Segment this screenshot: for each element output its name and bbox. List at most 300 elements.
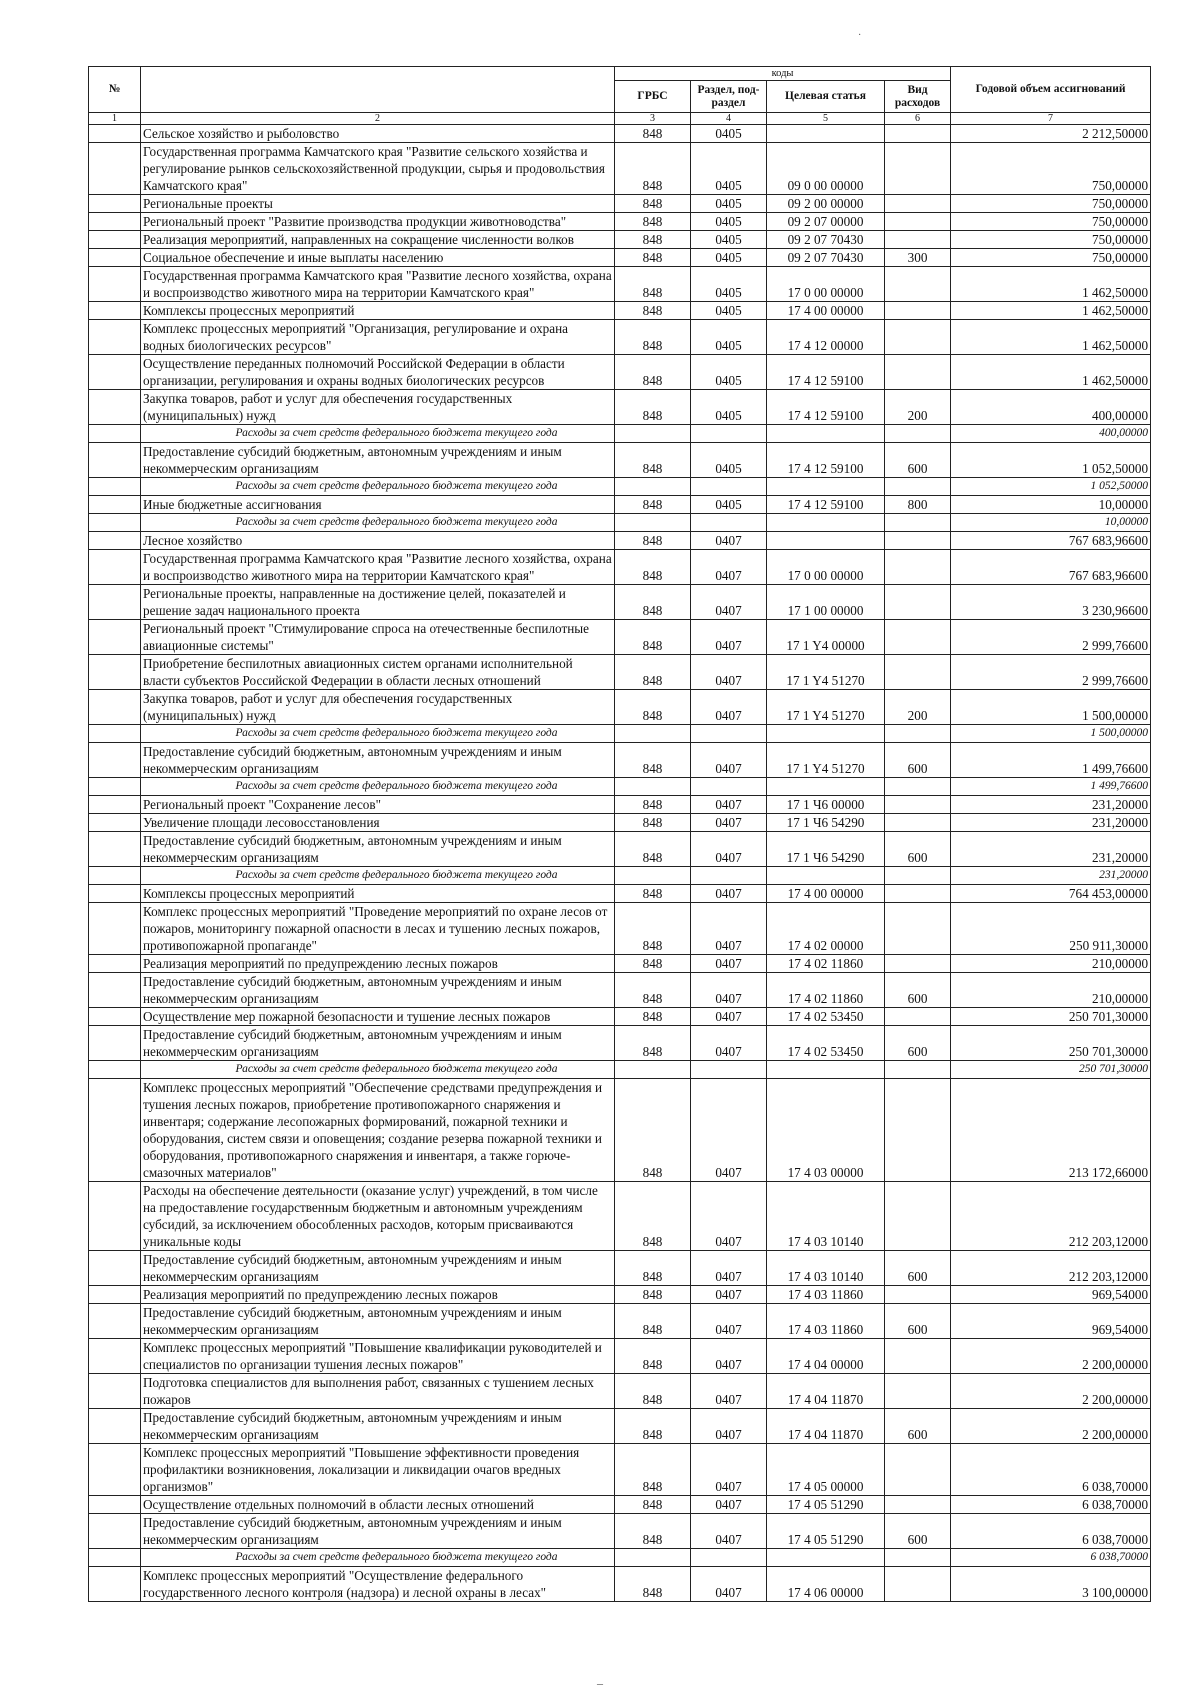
row-name-cell: Иные бюджетные ассигнования [141, 496, 615, 514]
row-section-cell [691, 478, 767, 496]
row-exptype-cell [885, 514, 951, 532]
row-amount-cell: 6 038,70000 [951, 1549, 1151, 1567]
colnum-6: 6 [885, 113, 951, 125]
table-row [89, 955, 1151, 973]
table-row [89, 655, 1151, 690]
row-section-cell: 0407 [691, 1286, 767, 1304]
row-exptype-cell [885, 355, 951, 390]
row-section-cell: 0407 [691, 1496, 767, 1514]
row-grbs-cell: 848 [615, 796, 691, 814]
row-grbs-cell: 848 [615, 143, 691, 195]
row-section-cell: 0407 [691, 1409, 767, 1444]
row-section-cell: 0407 [691, 1304, 767, 1339]
row-number-cell [89, 1496, 141, 1514]
row-section-cell: 0407 [691, 885, 767, 903]
row-exptype-cell: 200 [885, 390, 951, 425]
row-name-cell: Государственная программа Камчатского края "Развитие лесного хозяйства, охрана и воспроизводство животного мира на территории Камчатского края" [141, 267, 615, 302]
row-target-cell [767, 125, 885, 143]
row-exptype-cell [885, 532, 951, 550]
federal-funds-row [89, 478, 1151, 496]
row-grbs-cell: 848 [615, 320, 691, 355]
table-row [89, 1182, 1151, 1251]
row-section-cell: 0407 [691, 1567, 767, 1602]
row-grbs-cell: 848 [615, 620, 691, 655]
row-amount-cell: 1 052,50000 [951, 478, 1151, 496]
row-name-cell: Региональный проект "Стимулирование спроса на отечественные беспилотные авиационные системы" [141, 620, 615, 655]
row-section-cell: 0405 [691, 195, 767, 213]
row-target-cell: 17 4 03 11860 [767, 1286, 885, 1304]
row-name-cell: Расходы на обеспечение деятельности (оказание услуг) учреждений, в том числе на предоставление государственным бюджетным и автономным учреждениям субсидий, за исключением обособленных расходов, которым присваиваются уникальные коды [141, 1182, 615, 1251]
row-name-cell: Реализация мероприятий по предупреждению лесных пожаров [141, 955, 615, 973]
table-row [89, 1409, 1151, 1444]
row-section-cell: 0407 [691, 620, 767, 655]
row-section-cell: 0405 [691, 390, 767, 425]
row-number-cell [89, 1008, 141, 1026]
row-section-cell: 0407 [691, 814, 767, 832]
row-number-cell [89, 814, 141, 832]
row-amount-cell: 210,00000 [951, 955, 1151, 973]
row-target-cell: 17 4 00 00000 [767, 885, 885, 903]
row-name-cell: Социальное обеспечение и иные выплаты населению [141, 249, 615, 267]
row-amount-cell: 10,00000 [951, 496, 1151, 514]
row-name-cell: Подготовка специалистов для выполнения работ, связанных с тушением лесных пожаров [141, 1374, 615, 1409]
row-amount-cell: 6 038,70000 [951, 1496, 1151, 1514]
row-exptype-cell [885, 320, 951, 355]
row-name-cell: Комплекс процессных мероприятий "Повышение эффективности проведения профилактики возникновения, локализации и ликвидации очагов вредных организмов" [141, 1444, 615, 1496]
row-exptype-cell: 600 [885, 1251, 951, 1286]
row-target-cell: 17 1 Y4 00000 [767, 620, 885, 655]
row-exptype-cell: 600 [885, 832, 951, 867]
row-section-cell: 0407 [691, 1182, 767, 1251]
table-row [89, 1444, 1151, 1496]
table-row [89, 585, 1151, 620]
row-section-cell: 0407 [691, 550, 767, 585]
row-target-cell: 17 4 02 00000 [767, 903, 885, 955]
table-row [89, 885, 1151, 903]
row-exptype-cell [885, 1079, 951, 1182]
row-section-cell: 0407 [691, 1444, 767, 1496]
row-section-cell: 0407 [691, 1026, 767, 1061]
federal-funds-row [89, 514, 1151, 532]
row-exptype-cell: 300 [885, 249, 951, 267]
row-number-cell [89, 743, 141, 778]
row-number-cell [89, 514, 141, 532]
header-no: № [89, 67, 141, 113]
row-number-cell [89, 267, 141, 302]
row-amount-cell: 1 499,76600 [951, 743, 1151, 778]
row-exptype-cell [885, 620, 951, 655]
row-number-cell [89, 1549, 141, 1567]
table-row [89, 249, 1151, 267]
row-grbs-cell: 848 [615, 955, 691, 973]
row-amount-cell: 250 701,30000 [951, 1061, 1151, 1079]
row-number-cell [89, 355, 141, 390]
row-target-cell: 09 2 00 00000 [767, 195, 885, 213]
row-exptype-cell: 600 [885, 443, 951, 478]
row-section-cell [691, 1061, 767, 1079]
row-grbs-cell [615, 778, 691, 796]
row-number-cell [89, 955, 141, 973]
row-name-cell: Реализация мероприятий по предупреждению лесных пожаров [141, 1286, 615, 1304]
row-amount-cell: 2 999,76600 [951, 655, 1151, 690]
row-exptype-cell [885, 1549, 951, 1567]
table-row [89, 796, 1151, 814]
table-row [89, 1304, 1151, 1339]
row-grbs-cell: 848 [615, 814, 691, 832]
row-amount-cell: 231,20000 [951, 867, 1151, 885]
row-amount-cell: 212 203,12000 [951, 1251, 1151, 1286]
federal-funds-row [89, 1061, 1151, 1079]
row-target-cell [767, 725, 885, 743]
table-row [89, 550, 1151, 585]
row-grbs-cell: 848 [615, 743, 691, 778]
row-target-cell: 17 4 04 11870 [767, 1374, 885, 1409]
row-grbs-cell: 848 [615, 690, 691, 725]
row-exptype-cell [885, 478, 951, 496]
table-row [89, 143, 1151, 195]
row-target-cell: 17 1 Y4 51270 [767, 655, 885, 690]
page-number-mark: ‒ [597, 1676, 603, 1690]
row-name-cell: Региональный проект "Развитие производства продукции животноводства" [141, 213, 615, 231]
row-grbs-cell: 848 [615, 1251, 691, 1286]
row-grbs-cell: 848 [615, 1339, 691, 1374]
row-target-cell: 17 4 03 11860 [767, 1304, 885, 1339]
row-number-cell [89, 655, 141, 690]
row-name-cell: Комплекс процессных мероприятий "Повышение квалификации руководителей и специалистов по организации тушения лесных пожаров" [141, 1339, 615, 1374]
row-name-cell: Предоставление субсидий бюджетным, автономным учреждениям и иным некоммерческим организациям [141, 1514, 615, 1549]
row-section-cell: 0407 [691, 1008, 767, 1026]
row-grbs-cell: 848 [615, 1008, 691, 1026]
row-section-cell [691, 778, 767, 796]
row-amount-cell: 2 200,00000 [951, 1409, 1151, 1444]
row-number-cell [89, 690, 141, 725]
row-target-cell [767, 778, 885, 796]
row-grbs-cell [615, 1549, 691, 1567]
scan-mark: · [858, 30, 862, 41]
row-number-cell [89, 550, 141, 585]
row-target-cell: 09 2 07 70430 [767, 231, 885, 249]
row-target-cell: 17 4 00 00000 [767, 302, 885, 320]
row-name-cell: Закупка товаров, работ и услуг для обеспечения государственных (муниципальных) нужд [141, 690, 615, 725]
table-row [89, 814, 1151, 832]
row-section-cell [691, 425, 767, 443]
row-name-cell: Региональные проекты, направленные на достижение целей, показателей и решение задач национального проекта [141, 585, 615, 620]
row-number-cell [89, 885, 141, 903]
row-grbs-cell: 848 [615, 1496, 691, 1514]
row-section-cell: 0407 [691, 1079, 767, 1182]
header-exptype: Вид расходов [885, 81, 951, 113]
row-number-cell [89, 1251, 141, 1286]
row-grbs-cell: 848 [615, 1567, 691, 1602]
table-row [89, 213, 1151, 231]
row-name-cell: Расходы за счет средств федерального бюджета текущего года [141, 1061, 615, 1079]
row-section-cell: 0405 [691, 320, 767, 355]
row-amount-cell: 231,20000 [951, 796, 1151, 814]
row-number-cell [89, 903, 141, 955]
row-name-cell: Комплексы процессных мероприятий [141, 885, 615, 903]
row-grbs-cell: 848 [615, 532, 691, 550]
federal-funds-row [89, 1549, 1151, 1567]
row-grbs-cell: 848 [615, 1409, 691, 1444]
table-row [89, 532, 1151, 550]
colnum-7: 7 [951, 113, 1151, 125]
row-grbs-cell [615, 1061, 691, 1079]
row-target-cell: 17 1 Ч6 00000 [767, 796, 885, 814]
row-section-cell: 0407 [691, 903, 767, 955]
row-grbs-cell: 848 [615, 390, 691, 425]
row-target-cell: 17 4 05 51290 [767, 1514, 885, 1549]
row-target-cell [767, 867, 885, 885]
table-body [89, 125, 1151, 1602]
row-target-cell: 17 4 06 00000 [767, 1567, 885, 1602]
table-row [89, 832, 1151, 867]
row-name-cell: Региональный проект "Сохранение лесов" [141, 796, 615, 814]
row-number-cell [89, 1079, 141, 1182]
table-row [89, 1496, 1151, 1514]
row-name-cell: Предоставление субсидий бюджетным, автономным учреждениям и иным некоммерческим организациям [141, 1409, 615, 1444]
row-amount-cell: 969,54000 [951, 1304, 1151, 1339]
row-name-cell: Предоставление субсидий бюджетным, автономным учреждениям и иным некоммерческим организациям [141, 973, 615, 1008]
row-amount-cell: 1 052,50000 [951, 443, 1151, 478]
header-amount: Годовой объем ассигнований [951, 67, 1151, 113]
row-target-cell: 17 4 04 00000 [767, 1339, 885, 1374]
row-number-cell [89, 496, 141, 514]
row-target-cell: 17 4 04 11870 [767, 1409, 885, 1444]
row-exptype-cell [885, 143, 951, 195]
colnum-3: 3 [615, 113, 691, 125]
row-number-cell [89, 443, 141, 478]
row-name-cell: Осуществление переданных полномочий Российской Федерации в области организации, регулирования и охраны водных биологических ресурсов [141, 355, 615, 390]
row-exptype-cell: 600 [885, 1514, 951, 1549]
row-target-cell [767, 532, 885, 550]
row-number-cell [89, 532, 141, 550]
row-exptype-cell: 600 [885, 1026, 951, 1061]
table-row [89, 690, 1151, 725]
row-exptype-cell: 600 [885, 973, 951, 1008]
row-number-cell [89, 1286, 141, 1304]
row-exptype-cell [885, 796, 951, 814]
row-grbs-cell: 848 [615, 973, 691, 1008]
row-amount-cell: 210,00000 [951, 973, 1151, 1008]
row-target-cell: 17 1 Ч6 54290 [767, 832, 885, 867]
row-exptype-cell: 600 [885, 1304, 951, 1339]
budget-table-page [88, 66, 1150, 1602]
row-amount-cell: 750,00000 [951, 249, 1151, 267]
row-amount-cell: 6 038,70000 [951, 1444, 1151, 1496]
row-grbs-cell [615, 725, 691, 743]
row-section-cell [691, 514, 767, 532]
row-target-cell: 17 4 12 59100 [767, 390, 885, 425]
row-amount-cell: 750,00000 [951, 195, 1151, 213]
table-row [89, 1567, 1151, 1602]
row-number-cell [89, 1409, 141, 1444]
row-target-cell: 17 4 02 11860 [767, 973, 885, 1008]
row-amount-cell: 400,00000 [951, 390, 1151, 425]
row-exptype-cell [885, 885, 951, 903]
row-grbs-cell: 848 [615, 903, 691, 955]
row-grbs-cell: 848 [615, 496, 691, 514]
row-amount-cell: 767 683,96600 [951, 532, 1151, 550]
row-amount-cell: 2 200,00000 [951, 1374, 1151, 1409]
row-name-cell: Осуществление мер пожарной безопасности и тушение лесных пожаров [141, 1008, 615, 1026]
row-section-cell: 0407 [691, 973, 767, 1008]
row-number-cell [89, 249, 141, 267]
row-amount-cell: 400,00000 [951, 425, 1151, 443]
row-name-cell: Расходы за счет средств федерального бюджета текущего года [141, 514, 615, 532]
row-amount-cell: 6 038,70000 [951, 1514, 1151, 1549]
row-grbs-cell: 848 [615, 1182, 691, 1251]
row-exptype-cell [885, 1008, 951, 1026]
row-section-cell: 0405 [691, 496, 767, 514]
row-name-cell: Предоставление субсидий бюджетным, автономным учреждениям и иным некоммерческим организациям [141, 1304, 615, 1339]
row-target-cell: 09 2 07 00000 [767, 213, 885, 231]
row-target-cell: 17 4 03 00000 [767, 1079, 885, 1182]
row-target-cell: 09 2 07 70430 [767, 249, 885, 267]
row-section-cell: 0407 [691, 832, 767, 867]
table-row [89, 743, 1151, 778]
row-name-cell: Расходы за счет средств федерального бюджета текущего года [141, 725, 615, 743]
row-number-cell [89, 195, 141, 213]
row-exptype-cell [885, 1339, 951, 1374]
row-name-cell: Расходы за счет средств федерального бюджета текущего года [141, 478, 615, 496]
row-amount-cell: 750,00000 [951, 231, 1151, 249]
row-number-cell [89, 1182, 141, 1251]
row-target-cell: 17 4 02 53450 [767, 1008, 885, 1026]
row-number-cell [89, 867, 141, 885]
row-name-cell: Предоставление субсидий бюджетным, автономным учреждениям и иным некоммерческим организациям [141, 1251, 615, 1286]
row-target-cell: 17 4 02 53450 [767, 1026, 885, 1061]
row-number-cell [89, 390, 141, 425]
row-section-cell: 0407 [691, 1514, 767, 1549]
row-target-cell: 17 4 05 00000 [767, 1444, 885, 1496]
header-grbs: ГРБС [615, 81, 691, 113]
row-amount-cell: 212 203,12000 [951, 1182, 1151, 1251]
row-grbs-cell: 848 [615, 655, 691, 690]
row-grbs-cell: 848 [615, 231, 691, 249]
row-section-cell: 0407 [691, 532, 767, 550]
row-amount-cell: 969,54000 [951, 1286, 1151, 1304]
row-section-cell: 0407 [691, 1339, 767, 1374]
row-section-cell: 0405 [691, 213, 767, 231]
row-target-cell: 17 4 02 11860 [767, 955, 885, 973]
row-exptype-cell [885, 425, 951, 443]
row-grbs-cell: 848 [615, 1079, 691, 1182]
row-name-cell: Государственная программа Камчатского края "Развитие сельского хозяйства и регулирование рынков сельскохозяйственной продукции, сырья и продовольствия Камчатского края" [141, 143, 615, 195]
row-target-cell: 17 4 12 59100 [767, 496, 885, 514]
row-target-cell: 17 1 Y4 51270 [767, 690, 885, 725]
row-name-cell: Осуществление отдельных полномочий в области лесных отношений [141, 1496, 615, 1514]
row-name-cell: Комплекс процессных мероприятий "Организация, регулирование и охрана водных биологических ресурсов" [141, 320, 615, 355]
row-grbs-cell: 848 [615, 832, 691, 867]
row-section-cell: 0405 [691, 143, 767, 195]
federal-funds-row [89, 867, 1151, 885]
row-number-cell [89, 796, 141, 814]
row-grbs-cell: 848 [615, 302, 691, 320]
colnum-1: 1 [89, 113, 141, 125]
row-target-cell [767, 425, 885, 443]
colnum-5: 5 [767, 113, 885, 125]
row-section-cell: 0407 [691, 585, 767, 620]
row-exptype-cell: 800 [885, 496, 951, 514]
row-name-cell: Сельское хозяйство и рыболовство [141, 125, 615, 143]
row-target-cell [767, 1061, 885, 1079]
table-row [89, 267, 1151, 302]
row-target-cell: 17 4 05 51290 [767, 1496, 885, 1514]
row-amount-cell: 231,20000 [951, 832, 1151, 867]
table-row [89, 1251, 1151, 1286]
row-number-cell [89, 778, 141, 796]
row-name-cell: Региональные проекты [141, 195, 615, 213]
row-name-cell: Расходы за счет средств федерального бюджета текущего года [141, 867, 615, 885]
row-exptype-cell [885, 1496, 951, 1514]
header-target: Целевая статья [767, 81, 885, 113]
federal-funds-row [89, 778, 1151, 796]
row-exptype-cell [885, 1374, 951, 1409]
row-target-cell: 17 1 Y4 51270 [767, 743, 885, 778]
row-exptype-cell [885, 302, 951, 320]
row-number-cell [89, 620, 141, 655]
federal-funds-row [89, 725, 1151, 743]
row-name-cell: Предоставление субсидий бюджетным, автономным учреждениям и иным некоммерческим организациям [141, 1026, 615, 1061]
row-amount-cell: 231,20000 [951, 814, 1151, 832]
row-exptype-cell: 600 [885, 1409, 951, 1444]
row-exptype-cell [885, 1286, 951, 1304]
table-row [89, 1514, 1151, 1549]
row-target-cell: 17 0 00 00000 [767, 267, 885, 302]
table-row [89, 390, 1151, 425]
row-section-cell: 0407 [691, 955, 767, 973]
table-row [89, 320, 1151, 355]
row-number-cell [89, 585, 141, 620]
row-exptype-cell [885, 867, 951, 885]
row-target-cell: 17 1 Ч6 54290 [767, 814, 885, 832]
row-exptype-cell [885, 1061, 951, 1079]
table-row [89, 620, 1151, 655]
row-grbs-cell [615, 478, 691, 496]
row-number-cell [89, 231, 141, 249]
row-number-cell [89, 1567, 141, 1602]
row-target-cell: 17 4 03 10140 [767, 1182, 885, 1251]
row-exptype-cell [885, 267, 951, 302]
row-target-cell [767, 1549, 885, 1567]
row-amount-cell: 250 911,30000 [951, 903, 1151, 955]
row-section-cell: 0407 [691, 1374, 767, 1409]
row-exptype-cell [885, 231, 951, 249]
row-target-cell: 17 0 00 00000 [767, 550, 885, 585]
row-number-cell [89, 1304, 141, 1339]
header-section: Раздел, под-раздел [691, 81, 767, 113]
row-target-cell [767, 478, 885, 496]
row-name-cell: Предоставление субсидий бюджетным, автономным учреждениям и иным некоммерческим организациям [141, 443, 615, 478]
table-row [89, 302, 1151, 320]
row-number-cell [89, 725, 141, 743]
row-grbs-cell: 848 [615, 550, 691, 585]
row-section-cell: 0405 [691, 125, 767, 143]
table-row [89, 1026, 1151, 1061]
row-number-cell [89, 1339, 141, 1374]
row-name-cell: Приобретение беспилотных авиационных систем органами исполнительной власти субъектов Российской Федерации в области лесных отношений [141, 655, 615, 690]
row-amount-cell: 1 462,50000 [951, 302, 1151, 320]
table-row [89, 195, 1151, 213]
table-row [89, 973, 1151, 1008]
row-exptype-cell [885, 195, 951, 213]
row-number-cell [89, 213, 141, 231]
row-grbs-cell: 848 [615, 195, 691, 213]
row-target-cell: 17 4 03 10140 [767, 1251, 885, 1286]
row-exptype-cell [885, 814, 951, 832]
row-exptype-cell [885, 655, 951, 690]
row-grbs-cell: 848 [615, 585, 691, 620]
